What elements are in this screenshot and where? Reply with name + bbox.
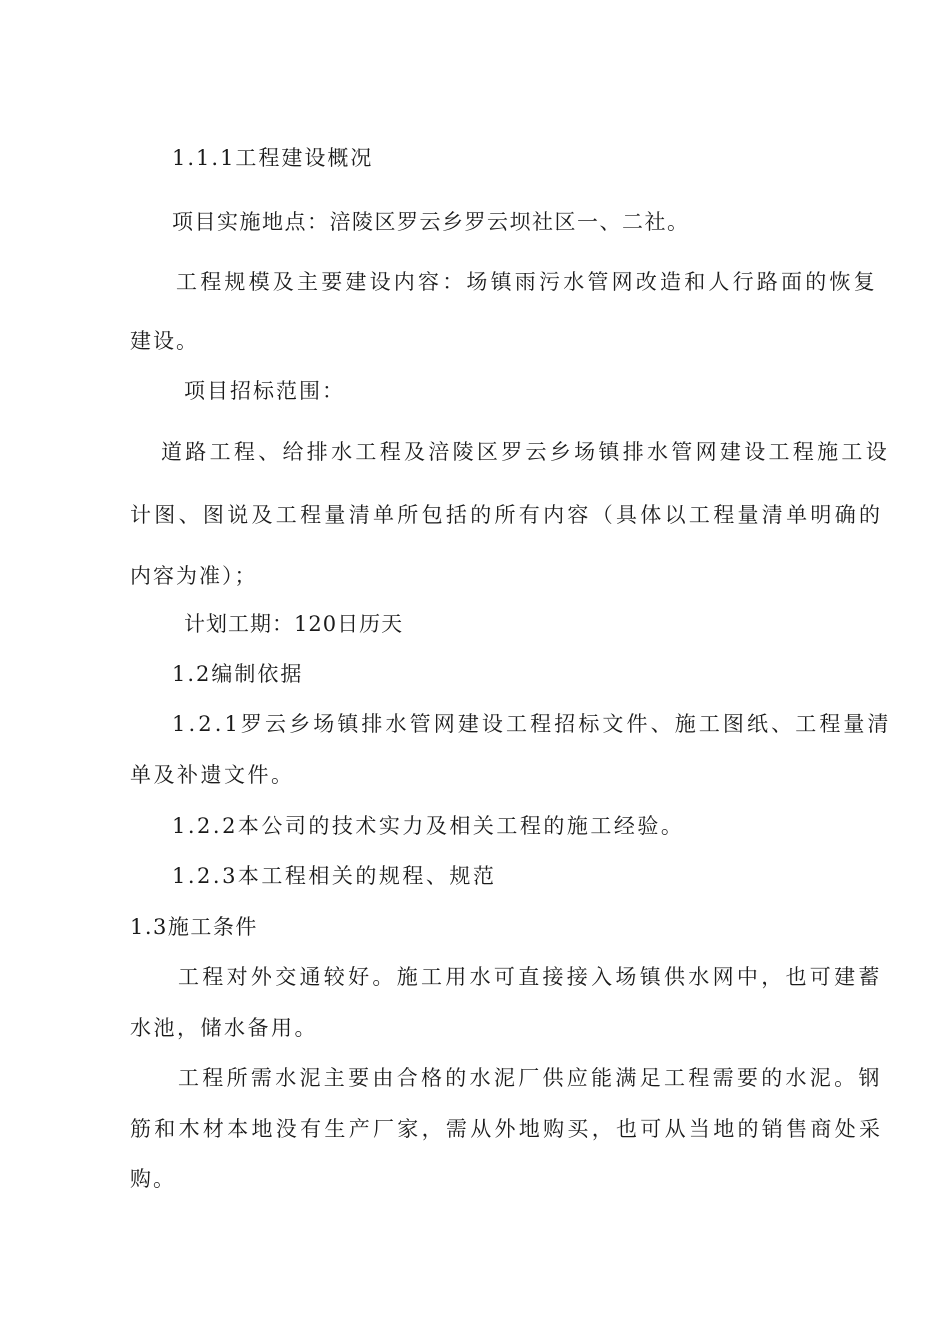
bidding-scope-label: 项目招标范围： <box>184 379 345 403</box>
basis-1-2-1-line-continued: 单及补遗文件。 <box>130 763 295 787</box>
traffic-water-paragraph-line: 工程对外交通较好。施工用水可直接接入场镇供水网中，也可建蓄 <box>178 965 883 989</box>
project-scope-line: 工程规模及主要建设内容：场镇雨污水管网改造和人行路面的恢复 <box>176 270 878 294</box>
basis-1-2-3-line: 1.2.3本工程相关的规程、规范 <box>172 864 497 888</box>
heading-1-3-conditions: 1.3施工条件 <box>130 915 258 939</box>
project-location-line: 项目实施地点：涪陵区罗云乡罗云坝社区一、二社。 <box>172 210 690 234</box>
basis-1-2-2-line: 1.2.2本公司的技术实力及相关工程的施工经验。 <box>172 814 685 838</box>
bidding-scope-line-end: 内容为准）； <box>130 564 258 588</box>
planned-duration-line: 计划工期：120日历天 <box>184 612 404 636</box>
basis-1-2-1-line: 1.2.1罗云乡场镇排水管网建设工程招标文件、施工图纸、工程量清 <box>172 712 892 736</box>
materials-paragraph-line-2: 筋和木材本地没有生产厂家，需从外地购买，也可从当地的销售商处采 <box>130 1117 884 1141</box>
bidding-scope-line: 道路工程、给排水工程及涪陵区罗云乡场镇排水管网建设工程施工设 <box>161 440 890 464</box>
heading-1-1-1-project-overview: 1.1.1工程建设概况 <box>172 146 374 170</box>
materials-paragraph-end: 购。 <box>130 1167 176 1191</box>
materials-paragraph-line: 工程所需水泥主要由合格的水泥厂供应能满足工程需要的水泥。钢 <box>178 1066 883 1090</box>
traffic-water-paragraph-end: 水池，储水备用。 <box>130 1016 318 1040</box>
bidding-scope-line-continued: 计图、图说及工程量清单所包括的所有内容（具体以工程量清单明确的 <box>130 503 884 527</box>
heading-1-2-basis: 1.2编制依据 <box>172 662 304 686</box>
project-scope-line-continued: 建设。 <box>130 329 199 353</box>
